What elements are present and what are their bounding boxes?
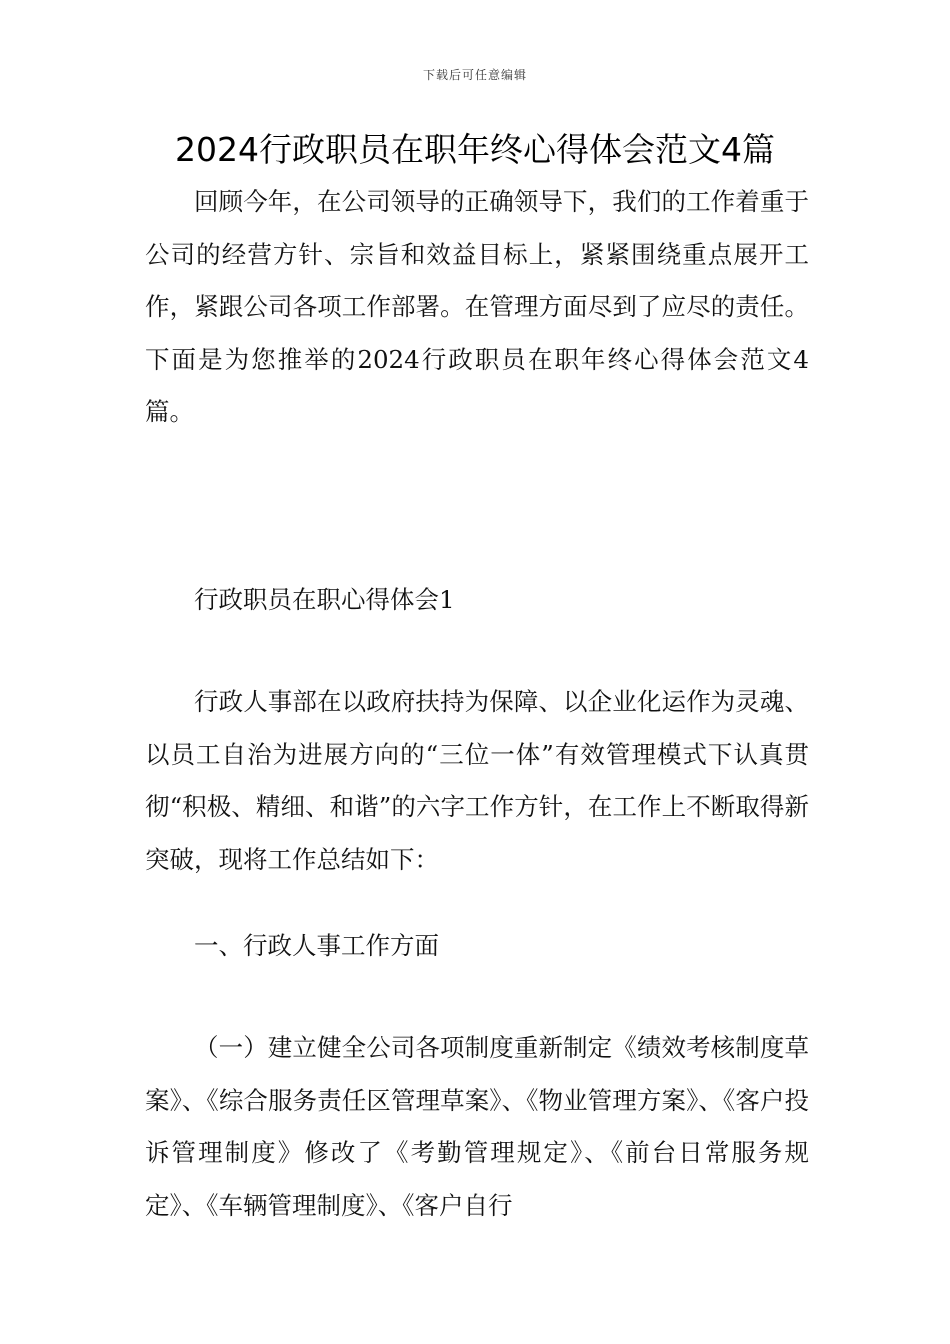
header-note: 下载后可任意编辑 <box>422 68 527 82</box>
body-paragraph-1: 行政人事部在以政府扶持为保障、以企业化运作为灵魂、以员工自治为进展方向的“三位一体”有效管理模式下认真贯彻“积极、精细、和谐”的六字工作方针，在工作上不断取得新突破，现将工作总结如下： <box>145 687 809 874</box>
section-heading-1: 一、行政人事工作方面 <box>194 931 439 960</box>
intro-paragraph: 回顾今年，在公司领导的正确领导下，我们的工作着重于公司的经营方针、宗旨和效益目标上，紧紧围绕重点展开工作，紧跟公司各项工作部署。在管理方面尽到了应尽的责任。下面是为您推举的2024行政职员在职年终心得体会范文4篇。 <box>145 187 809 426</box>
document-title: 2024行政职员在职年终心得体会范文4篇 <box>175 130 775 169</box>
subheading-paragraph: 行政职员在职心得体会1 <box>194 585 455 614</box>
item-paragraph-1: （一）建立健全公司各项制度重新制定《绩效考核制度草案》、《综合服务责任区管理草案》、《物业管理方案》、《客户投诉管理制度》修改了《考勤管理规定》、《前台日常服务规定》、《车辆管理制度》、《客户自行 <box>145 1033 809 1220</box>
